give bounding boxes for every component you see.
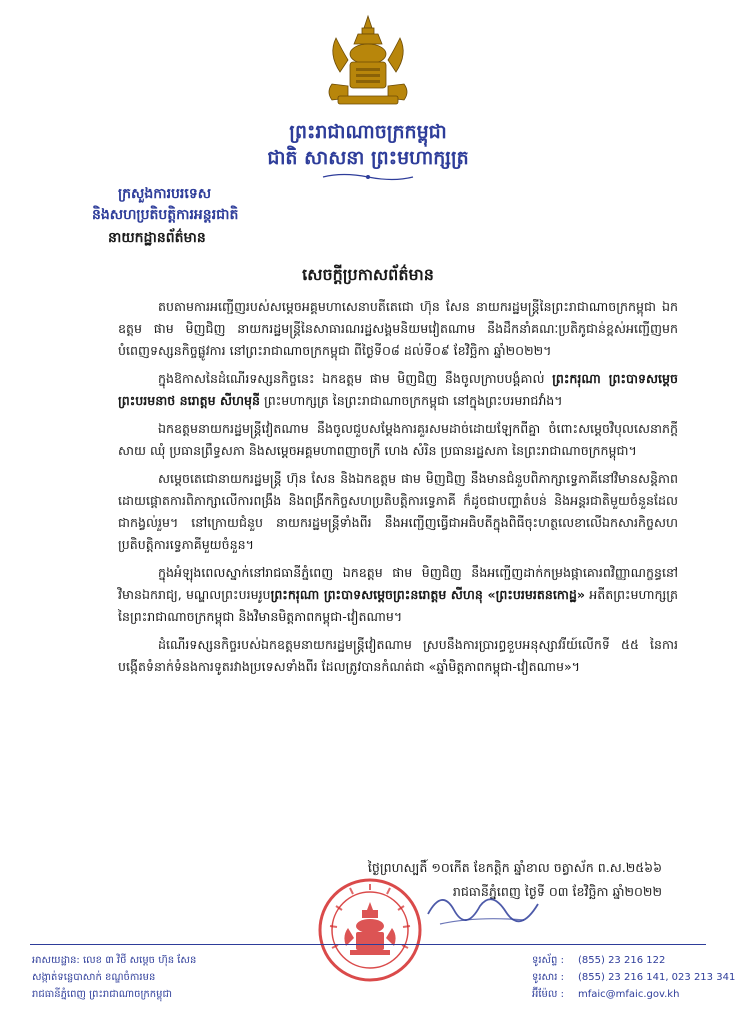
kingdom-name: ព្រះរាជាណាចក្រកម្ពុជា (289, 121, 447, 143)
fax-row (532, 969, 735, 986)
department-name: នាយកដ្ឋានព័ត៌មាន (108, 230, 206, 246)
paragraph-2-part-b: ព្រះមហាក្សត្រ នៃព្រះរាជាណាចក្រកម្ពុជា នៅក្នុងព្រះបរមរាជវាំង។ (263, 393, 563, 408)
signature-icon (420, 880, 560, 940)
document-body (118, 296, 678, 684)
paragraph-2 (118, 368, 678, 412)
lunar-date: ថ្ងៃព្រហស្បតិ៍ ១០កើត ខែកត្តិក ឆ្នាំខាល ចត្វាស័ក ព.ស.២៥៦៦ (367, 860, 662, 875)
flourish-divider-icon (318, 172, 418, 182)
paragraph-1: តបតាមការអញ្ជើញរបស់សម្តេចអគ្គមហាសេនាបតីតេជោ ហ៊ុន សែន នាយករដ្ឋមន្ត្រីនៃព្រះរាជាណាចក្រកម្ពុជា ឯកឧត្តម ផាម មិញជិញ នាយករដ្ឋមន្ត្រីនៃសាធារណរដ្ឋសង្គមនិយមវៀតណាម នឹងដឹកនាំគណៈប្រតិភូជាន់ខ្ពស់អញ្ជើញមកបំពេញទស្សនកិច្ចផ្លូវការ នៅព្រះរាជាណាចក្រកម្ពុជា ពីថ្ងៃទី០៨ ដល់ទី០៩ ខែវិច្ឆិកា ឆ្នាំ២០២២។ (118, 299, 678, 358)
paragraph-5-part-b: អតីតព្រះមហាក្សត្រនៃព្រះរាជាណាចក្រកម្ពុជា និងវិមានមិត្តភាពកម្ពុជា-វៀតណាម។ (118, 587, 678, 624)
phone-number: (855) 23 216 122 (578, 955, 666, 966)
fax-label: ទូរសារ : (532, 972, 564, 983)
paragraph-3: ឯកឧត្តមនាយករដ្ឋមន្ត្រីវៀតណាម នឹងចូលជួបសម្តែងការគួរសមដាច់ដោយឡែកពីគ្នា ចំពោះសម្តេចវិបុលសេនាភក្តី សាយ ឈុំ ប្រធានព្រឹទ្ធសភា និងសម្តេចអគ្គមហាពញាចក្រី ហេង សំរិន ប្រធានរដ្ឋសភា នៃព្រះរាជាណាចក្រកម្ពុជា។ (118, 421, 678, 458)
paragraph-6: ដំណើរទស្សនកិច្ចរបស់ឯកឧត្តមនាយករដ្ឋមន្ត្រីវៀតណាម ស្របនឹងការប្រារព្ធខួបអនុស្សាវរីយ៍លើកទី ៥៥ នៃការបង្កើតទំនាក់ទំនងការទូតរវាងប្រទេសទាំងពីរ ដែលត្រូវបានកំណត់ជា «ឆ្នាំមិត្តភាពកម្ពុជា-វៀតណាម»។ (118, 637, 678, 674)
address-line-1: អាសយដ្ឋាន: លេខ ៣ វិថី សម្តេច ហ៊ុន សែន (32, 955, 197, 966)
footer-divider (30, 944, 706, 945)
paragraph-5 (118, 562, 678, 628)
paragraph-2-king-name: ព្រះករុណា ព្រះបាទសម្តេចព្រះបរមនាថ នរោត្តម សីហមុនី (118, 371, 678, 408)
email-row (532, 986, 735, 1003)
ministry-name-line2: និងសហប្រតិបត្តិការអន្តរជាតិ (92, 207, 239, 223)
place-and-date: រាជធានីភ្នំពេញ ថ្ងៃទី ០៣ ខែវិច្ឆិកា ឆ្នាំ២០២២ (452, 884, 662, 899)
email-address[interactable]: mfaic@mfaic.gov.kh (578, 989, 680, 1000)
address-line-3: រាជធានីភ្នំពេញ ព្រះរាជាណាចក្រកម្ពុជា (32, 989, 172, 1000)
email-label: អ៊ីម៉ែល : (532, 989, 564, 1000)
paragraph-5-part-a: ក្នុងអំឡុងពេលស្នាក់នៅរាជធានីភ្នំពេញ ឯកឧត្តម ផាម មិញជិញ នឹងអញ្ជើញដាក់កម្រងផ្កាគោរពវិញ្ញាណក្ខន្ធនៅវិមានឯករាជ្យ, មណ្ឌលព្រះបរមរូប (118, 565, 678, 602)
footer-contacts (532, 952, 735, 1003)
phone-label: ទូរស័ព្ទ : (532, 955, 564, 966)
official-seal-icon (316, 876, 424, 984)
paragraph-4: សម្តេចតេជោនាយករដ្ឋមន្ត្រី ហ៊ុន សែន និងឯកឧត្តម ផាម មិញជិញ នឹងមានជំនួបពិភាក្សាទ្វេភាគីនៅវិមានសន្តិភាព ដោយផ្តោតការពិភាក្សាលើការពង្រឹង និងពង្រីកកិច្ចសហប្រតិបត្តិការទ្វេភាគី ក៏ដូចជាបញ្ហាតំបន់ និងអន្តរជាតិមួយចំនួនដែលជាកង្វល់រួម។ នៅក្រោយជំនួប នាយករដ្ឋមន្ត្រីទាំងពីរ នឹងអញ្ជើញធ្វើជាអធិបតីក្នុងពិធីចុះហត្ថលេខាលើឯកសារកិច្ចសហប្រតិបត្តិការទ្វេភាគីមួយចំនួន។ (118, 471, 678, 552)
paragraph-5-king-father-name: ព្រះករុណា ព្រះបាទសម្តេចព្រះនរោត្តម សីហនុ «ព្រះបរមរតនកោដ្ឋ» (270, 587, 586, 602)
paragraph-2-part-a: ក្នុងឱកាសនៃដំណើរទស្សនកិច្ចនេះ ឯកឧត្តម ផាម មិញជិញ នឹងចូលក្រាបបង្គំគាល់ (158, 371, 545, 386)
address-line-2: សង្កាត់ទន្លេបាសាក់ ខណ្ឌចំការមន (32, 972, 156, 983)
fax-number: (855) 23 216 141, 023 213 341 (578, 972, 736, 983)
footer-address (32, 952, 196, 1003)
phone-row (532, 952, 735, 969)
national-motto: ជាតិ សាសនា ព្រះមហាក្សត្រ (267, 147, 469, 169)
ministry-name-line1: ក្រសួងការបរទេស (118, 186, 212, 202)
document-title: សេចក្តីប្រកាសព័ត៌មាន (302, 265, 434, 284)
royal-emblem-icon (318, 14, 418, 110)
